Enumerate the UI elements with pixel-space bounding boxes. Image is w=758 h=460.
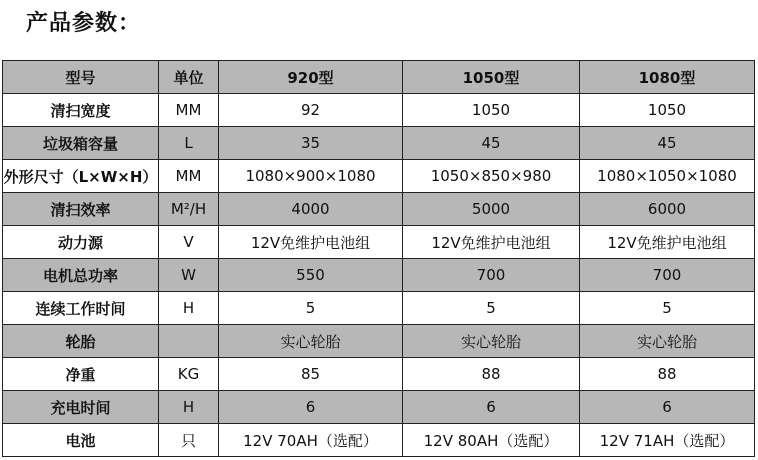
header-920: 920型 — [219, 61, 403, 94]
row-label: 净重 — [3, 358, 159, 391]
row-value-920: 12V免维护电池组 — [219, 226, 403, 259]
row-unit: W — [159, 259, 219, 292]
row-value-920: 35 — [219, 127, 403, 160]
row-value-920: 92 — [219, 94, 403, 127]
row-value-1050: 88 — [403, 358, 580, 391]
row-value-1080: 700 — [580, 259, 755, 292]
row-unit: L — [159, 127, 219, 160]
row-value-1050: 6 — [403, 391, 580, 424]
row-label: 连续工作时间 — [3, 292, 159, 325]
table-row — [3, 160, 755, 193]
row-value-1080: 45 — [580, 127, 755, 160]
row-unit — [159, 325, 219, 358]
row-label: 清扫效率 — [3, 193, 159, 226]
row-value-1080: 1050 — [580, 94, 755, 127]
row-value-1080: 6000 — [580, 193, 755, 226]
header-1080: 1080型 — [580, 61, 755, 94]
row-value-1050: 700 — [403, 259, 580, 292]
row-value-1080: 实心轮胎 — [580, 325, 755, 358]
row-value-1080: 6 — [580, 391, 755, 424]
table-row — [3, 358, 755, 391]
row-value-920: 6 — [219, 391, 403, 424]
table-row — [3, 226, 755, 259]
header-unit: 单位 — [159, 61, 219, 94]
table-row — [3, 193, 755, 226]
row-value-920: 4000 — [219, 193, 403, 226]
row-value-1080: 5 — [580, 292, 755, 325]
table-row — [3, 325, 755, 358]
row-value-1050: 1050×850×980 — [403, 160, 580, 193]
row-label: 充电时间 — [3, 391, 159, 424]
row-label: 电机总功率 — [3, 259, 159, 292]
row-value-1050: 1050 — [403, 94, 580, 127]
row-value-1080: 1080×1050×1080 — [580, 160, 755, 193]
row-unit: MM — [159, 160, 219, 193]
row-value-1080: 12V 71AH（选配） — [580, 424, 755, 457]
row-value-920: 12V 70AH（选配） — [219, 424, 403, 457]
row-value-920: 5 — [219, 292, 403, 325]
table-row — [3, 259, 755, 292]
row-value-1050: 12V 80AH（选配） — [403, 424, 580, 457]
table-row — [3, 292, 755, 325]
row-unit: M²/H — [159, 193, 219, 226]
row-value-1050: 45 — [403, 127, 580, 160]
row-unit: H — [159, 292, 219, 325]
header-1050: 1050型 — [403, 61, 580, 94]
row-value-920: 实心轮胎 — [219, 325, 403, 358]
page-title: 产品参数： — [26, 10, 142, 36]
row-label: 垃圾箱容量 — [3, 127, 159, 160]
table-row — [3, 391, 755, 424]
row-unit: V — [159, 226, 219, 259]
row-value-1050: 实心轮胎 — [403, 325, 580, 358]
row-value-1050: 5 — [403, 292, 580, 325]
row-value-1050: 5000 — [403, 193, 580, 226]
row-label: 轮胎 — [3, 325, 159, 358]
row-label: 外形尺寸（L×W×H） — [3, 160, 159, 193]
spec-table — [2, 60, 755, 457]
row-value-1080: 88 — [580, 358, 755, 391]
row-value-920: 550 — [219, 259, 403, 292]
row-value-920: 85 — [219, 358, 403, 391]
table-header-row — [3, 61, 755, 94]
row-label: 电池 — [3, 424, 159, 457]
row-label: 清扫宽度 — [3, 94, 159, 127]
row-unit: H — [159, 391, 219, 424]
table-row — [3, 94, 755, 127]
header-model: 型号 — [3, 61, 159, 94]
row-unit: KG — [159, 358, 219, 391]
table-row — [3, 424, 755, 457]
row-value-1050: 12V免维护电池组 — [403, 226, 580, 259]
row-label: 动力源 — [3, 226, 159, 259]
table-row — [3, 127, 755, 160]
row-value-920: 1080×900×1080 — [219, 160, 403, 193]
row-value-1080: 12V免维护电池组 — [580, 226, 755, 259]
row-unit: MM — [159, 94, 219, 127]
row-unit: 只 — [159, 424, 219, 457]
